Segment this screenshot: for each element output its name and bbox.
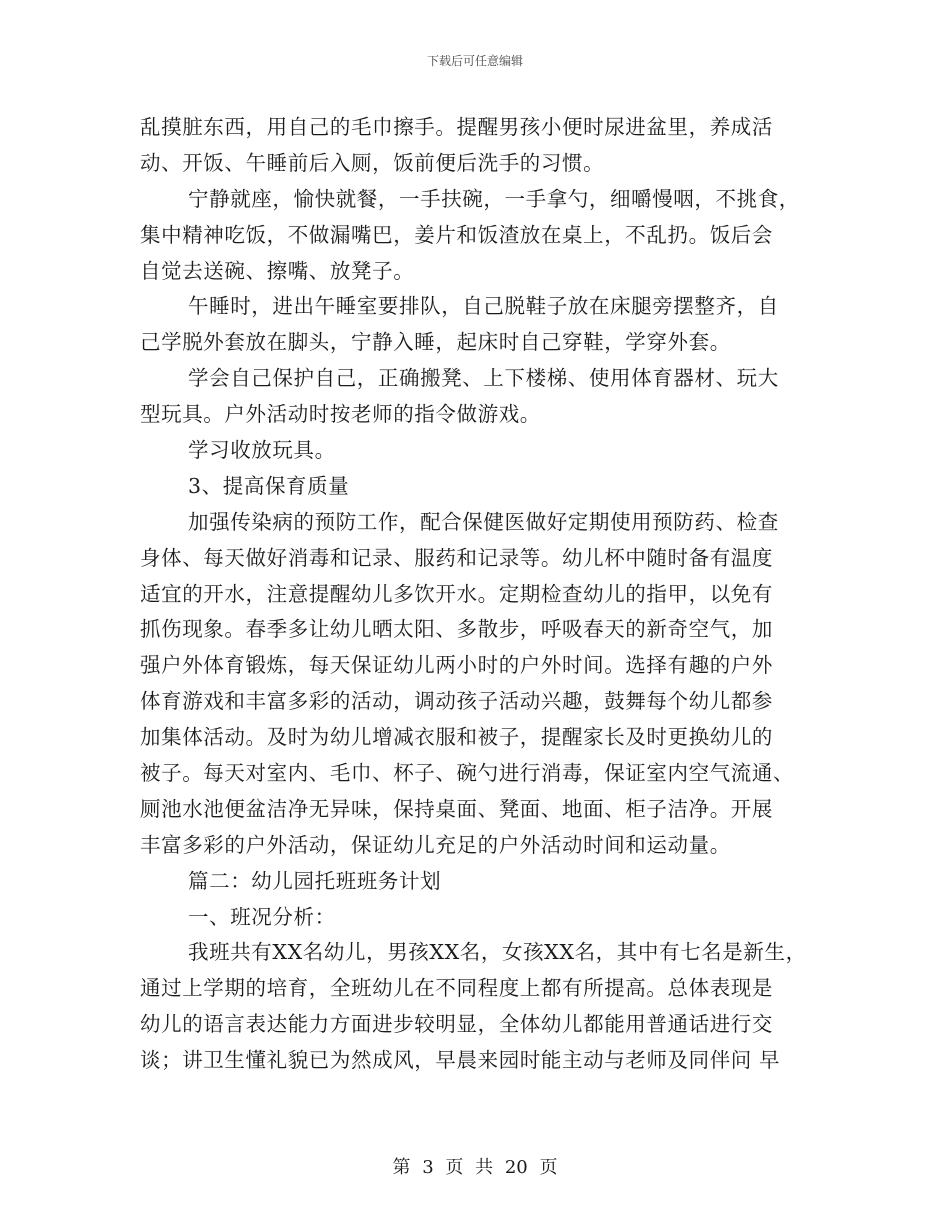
text-line: 厕池水池便盆洁净无异味，保持桌面、凳面、地面、柜子洁净。开展 bbox=[140, 796, 773, 821]
document-body bbox=[140, 110, 815, 1079]
text-line: 幼儿的语言表达能力方面进步较明显，全体幼儿都能用普通话进行交 bbox=[140, 1012, 773, 1037]
text-line: 动、开饭、午睡前后入厕，饭前便后洗手的习惯。 bbox=[140, 150, 605, 175]
paragraph-start: 加强传染病的预防工作，配合保健医做好定期使用预防药、检查 bbox=[188, 509, 779, 534]
text-line: 己学脱外套放在脚头，宁静入睡，起床时自己穿鞋，学穿外套。 bbox=[140, 330, 731, 355]
text-line: 身体、每天做好消毒和记录、服药和记录等。幼儿杯中随时备有温度 bbox=[140, 545, 773, 570]
text-line: 适宜的开水，注意提醒幼儿多饮开水。定期检查幼儿的指甲，以免有 bbox=[140, 581, 773, 606]
paragraph-start: 午睡时，进出午睡室要排队，自己脱鞋子放在床腿旁摆整齐，自 bbox=[188, 294, 779, 319]
text-line: 型玩具。户外活动时按老师的指令做游戏。 bbox=[140, 402, 541, 427]
text-line: 乱摸脏东西，用自己的毛巾擦手。提醒男孩小便时尿进盆里，养成活 bbox=[140, 115, 773, 139]
paragraph-start: 学会自己保护自己，正确搬凳、上下楼梯、使用体育器材、玩大 bbox=[188, 366, 779, 391]
page-header: 下载后可任意编辑 bbox=[426, 54, 523, 68]
page-number-footer: 第 3 页 共 20 页 bbox=[392, 1157, 558, 1178]
text-line: 被子。每天对室内、毛巾、杯子、碗勺进行消毒，保证室内空气流通、 bbox=[140, 761, 795, 786]
text-line: 谈；讲卫生懂礼貌已为然成风，早晨来园时能主动与老师及同伴问 早 bbox=[140, 1048, 781, 1073]
text-line: 通过上学期的培育，全班幼儿在不同程度上都有所提高。总体表现是 bbox=[140, 976, 773, 1001]
paragraph-start: 我班共有XX名幼儿，男孩XX名，女孩XX名，其中有七名是新生， bbox=[188, 940, 807, 965]
text-line: 集中精神吃饭，不做漏嘴巴，姜片和饭渣放在桌上，不乱扔。饭后会 bbox=[140, 222, 773, 247]
paragraph-start: 学习收放玩具。 bbox=[188, 438, 336, 463]
section-heading: 3、提高保育质量 bbox=[188, 473, 350, 498]
text-line: 体育游戏和丰富多彩的活动，调动孩子活动兴趣，鼓舞每个幼儿都参 bbox=[140, 689, 773, 714]
chapter-heading: 篇二：幼儿园托班班务计划 bbox=[188, 868, 442, 893]
text-line: 自觉去送碗、擦嘴、放凳子。 bbox=[140, 258, 415, 283]
text-line: 丰富多彩的户外活动，保证幼儿充足的户外活动时间和运动量。 bbox=[140, 832, 731, 857]
text-line: 加集体活动。及时为幼儿增减衣服和被子，提醒家长及时更换幼儿的 bbox=[140, 725, 773, 750]
section-heading: 一、班况分析： bbox=[188, 904, 336, 929]
text-line: 抓伤现象。春季多让幼儿晒太阳、多散步，呼吸春天的新奇空气，加 bbox=[140, 617, 773, 642]
paragraph-start: 宁静就座，愉快就餐，一手扶碗，一手拿勺，细嚼慢咽，不挑食， bbox=[188, 186, 800, 211]
text-line: 强户外体育锻炼，每天保证幼儿两小时的户外时间。选择有趣的户外 bbox=[140, 653, 773, 678]
